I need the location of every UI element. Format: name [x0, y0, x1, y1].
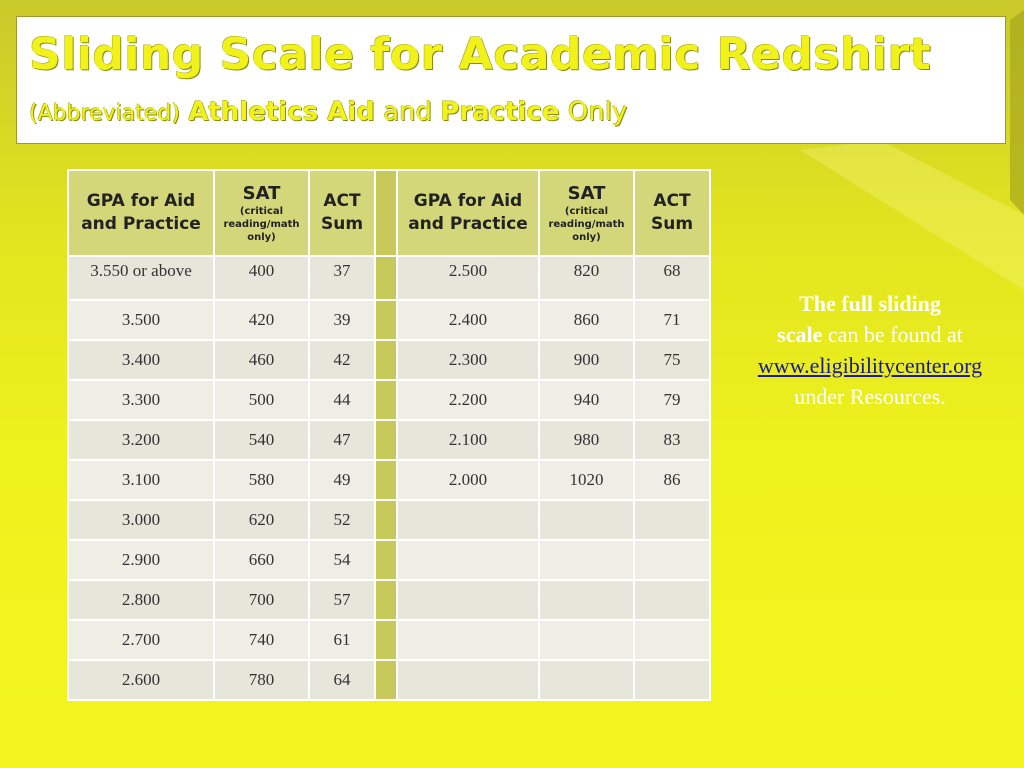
table-header-row — [68, 170, 710, 256]
sat-cell: 780 — [214, 660, 309, 700]
table-row — [68, 300, 710, 340]
act2-cell — [634, 540, 710, 580]
header-gpa-right: GPA for Aid and Practice — [397, 170, 539, 256]
column-gap — [375, 580, 397, 620]
sat-cell: 660 — [214, 540, 309, 580]
sat2-cell — [539, 500, 634, 540]
act2-cell: 68 — [634, 256, 710, 300]
header-sat-left-label: SAT — [242, 182, 281, 204]
gpa2-cell: 2.200 — [397, 380, 539, 420]
act2-cell — [634, 580, 710, 620]
gpa-cell: 3.500 — [68, 300, 214, 340]
sat-cell: 400 — [214, 256, 309, 300]
table-row — [68, 580, 710, 620]
sat2-cell: 900 — [539, 340, 634, 380]
act2-cell: 75 — [634, 340, 710, 380]
note-full-sliding: The full sliding — [799, 291, 941, 316]
gpa-cell: 2.900 — [68, 540, 214, 580]
act-cell: 64 — [309, 660, 375, 700]
sat-cell: 460 — [214, 340, 309, 380]
page-subtitle — [29, 97, 627, 127]
gpa2-cell — [397, 580, 539, 620]
act-cell: 47 — [309, 420, 375, 460]
note-scale: scale — [777, 322, 823, 347]
header-gpa-left: GPA for Aid and Practice — [68, 170, 214, 256]
column-gap — [375, 500, 397, 540]
sat-cell: 540 — [214, 420, 309, 460]
gpa-cell: 3.100 — [68, 460, 214, 500]
page-title: Sliding Scale for Academic Redshirt — [29, 29, 932, 80]
subtitle-abbreviated: (Abbreviated) — [29, 101, 180, 126]
gpa-cell: 3.300 — [68, 380, 214, 420]
table-row — [68, 540, 710, 580]
sat2-cell — [539, 660, 634, 700]
act2-cell: 71 — [634, 300, 710, 340]
column-gap — [375, 256, 397, 300]
header-sat-right-label: SAT — [567, 182, 606, 204]
sat2-cell — [539, 580, 634, 620]
sat2-cell: 820 — [539, 256, 634, 300]
gpa2-cell: 2.300 — [397, 340, 539, 380]
gpa2-cell: 2.400 — [397, 300, 539, 340]
sat2-cell — [539, 540, 634, 580]
header-sat-right — [539, 170, 634, 256]
column-gap — [375, 300, 397, 340]
gpa2-cell — [397, 540, 539, 580]
act-cell: 54 — [309, 540, 375, 580]
eligibility-center-link[interactable]: www.eligibilitycenter.org — [757, 353, 983, 378]
gpa-cell: 3.400 — [68, 340, 214, 380]
act2-cell — [634, 660, 710, 700]
act2-cell: 79 — [634, 380, 710, 420]
column-gap — [375, 340, 397, 380]
sat-cell: 580 — [214, 460, 309, 500]
sat-cell: 420 — [214, 300, 309, 340]
gpa2-cell: 2.000 — [397, 460, 539, 500]
column-gap — [375, 420, 397, 460]
title-box — [16, 16, 1006, 144]
column-gap — [375, 620, 397, 660]
gpa-cell: 2.600 — [68, 660, 214, 700]
header-sat-left — [214, 170, 309, 256]
sat2-cell: 980 — [539, 420, 634, 460]
table-row — [68, 380, 710, 420]
act2-cell: 86 — [634, 460, 710, 500]
act-cell: 61 — [309, 620, 375, 660]
act-cell: 49 — [309, 460, 375, 500]
column-gap — [375, 460, 397, 500]
table-row — [68, 256, 710, 300]
act-cell: 39 — [309, 300, 375, 340]
subtitle-practice: Practice — [440, 97, 560, 127]
gpa-cell: 2.800 — [68, 580, 214, 620]
gpa-cell: 3.550 or above — [68, 256, 214, 300]
table-row — [68, 660, 710, 700]
act-cell: 37 — [309, 256, 375, 300]
act2-cell — [634, 500, 710, 540]
sat-cell: 740 — [214, 620, 309, 660]
table-row — [68, 340, 710, 380]
sliding-scale-table — [67, 169, 711, 701]
act-cell: 44 — [309, 380, 375, 420]
table-row — [68, 620, 710, 660]
sat2-cell: 940 — [539, 380, 634, 420]
gpa2-cell — [397, 620, 539, 660]
table-row — [68, 460, 710, 500]
gpa2-cell: 2.100 — [397, 420, 539, 460]
sat2-cell: 860 — [539, 300, 634, 340]
gpa2-cell — [397, 500, 539, 540]
column-gap — [375, 540, 397, 580]
header-sat-right-sub: (critical reading/math only) — [548, 205, 625, 243]
act-cell: 57 — [309, 580, 375, 620]
subtitle-athletics-aid: Athletics Aid — [188, 97, 375, 127]
gpa2-cell: 2.500 — [397, 256, 539, 300]
table-row — [68, 500, 710, 540]
sat-cell: 620 — [214, 500, 309, 540]
header-sat-left-sub: (critical reading/math only) — [223, 205, 300, 243]
sat-cell: 500 — [214, 380, 309, 420]
column-gap — [375, 380, 397, 420]
header-act-right: ACT Sum — [634, 170, 710, 256]
sat2-cell — [539, 620, 634, 660]
subtitle-only: Only — [567, 97, 628, 127]
act2-cell — [634, 620, 710, 660]
gpa-cell: 3.200 — [68, 420, 214, 460]
gpa-cell: 2.700 — [68, 620, 214, 660]
column-gap — [375, 660, 397, 700]
gpa-cell: 3.000 — [68, 500, 214, 540]
act2-cell: 83 — [634, 420, 710, 460]
table-row — [68, 420, 710, 460]
note-can-be-found: can be found at — [827, 322, 963, 347]
note-under-resources: under Resources. — [794, 384, 946, 409]
act-cell: 42 — [309, 340, 375, 380]
column-gap — [375, 170, 397, 256]
header-act-left: ACT Sum — [309, 170, 375, 256]
sat-cell: 700 — [214, 580, 309, 620]
sat2-cell: 1020 — [539, 460, 634, 500]
gpa2-cell — [397, 660, 539, 700]
subtitle-and: and — [383, 97, 432, 127]
act-cell: 52 — [309, 500, 375, 540]
resource-note — [734, 288, 1006, 412]
